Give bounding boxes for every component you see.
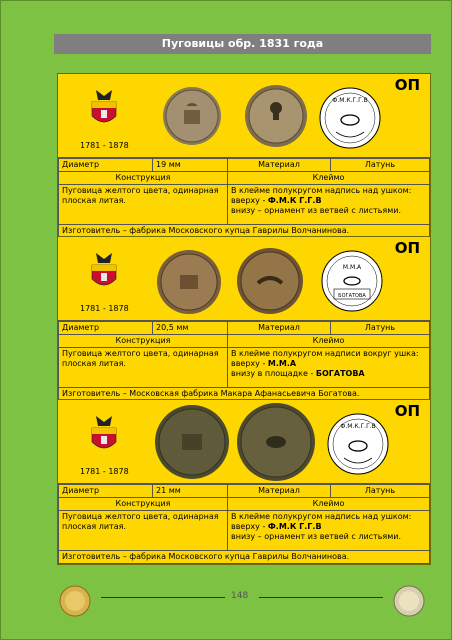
diameter-value: 21 мм xyxy=(153,485,228,498)
stamp-description: В клейме полукругом надпись над ушком: вверху - Ф.М.К Г.Г.В внизу – орнамент из ветвей с листьями. xyxy=(228,185,430,225)
diameter-label: Диаметр xyxy=(59,159,153,172)
button-front-photo xyxy=(156,249,222,315)
spec-table xyxy=(58,158,430,238)
stamp-mark: Ф.М.К Г.Г.В xyxy=(267,196,322,205)
page-number: 148 xyxy=(231,591,249,601)
button-card-3 xyxy=(57,399,431,565)
op-badge: ОП xyxy=(394,76,420,94)
material-value: Латунь xyxy=(331,159,430,172)
svg-text:Ф.М.К.Г.Г.В: Ф.М.К.Г.Г.В xyxy=(332,97,368,104)
button-back-photo xyxy=(244,84,308,148)
stamp-drawing xyxy=(326,412,390,476)
years: 1781 - 1878 xyxy=(80,467,129,476)
construction-header: Конструкция xyxy=(59,172,228,185)
construction-header: Конструкция xyxy=(59,335,228,348)
stamp-drawing xyxy=(320,249,384,313)
construction-text: Пуговица желтого цвета, одинарная плоская литая. xyxy=(59,185,228,225)
manufacturer: Изготовитель – Московская фабрика Макара Афанасьевича Богатова. xyxy=(59,388,430,401)
stamp-drawing xyxy=(318,86,382,150)
op-badge: ОП xyxy=(394,402,420,420)
gold-button-icon xyxy=(59,585,91,617)
construction-header: Конструкция xyxy=(59,498,228,511)
construction-text: Пуговица желтого цвета, одинарная плоская литая. xyxy=(59,511,228,551)
op-badge: ОП xyxy=(394,239,420,257)
image-row xyxy=(58,237,430,321)
button-card-1 xyxy=(57,73,431,239)
diameter-value: 20,5 мм xyxy=(153,322,228,335)
image-row xyxy=(58,74,430,158)
diameter-value: 19 мм xyxy=(153,159,228,172)
diameter-label: Диаметр xyxy=(59,322,153,335)
material-label: Материал xyxy=(228,159,331,172)
page-title: Пуговицы обр. 1831 года xyxy=(54,34,431,54)
spec-table xyxy=(58,484,430,564)
button-front-photo xyxy=(162,86,222,146)
stamp-header: Клеймо xyxy=(228,335,430,348)
stamp-header: Клеймо xyxy=(228,498,430,511)
button-back-photo xyxy=(236,402,316,482)
footer-rule-left xyxy=(101,597,225,598)
button-card-2 xyxy=(57,236,431,402)
silver-button-icon xyxy=(393,585,425,617)
svg-text:М.М.А: М.М.А xyxy=(342,264,362,271)
coat-of-arms-icon xyxy=(88,251,120,291)
years: 1781 - 1878 xyxy=(80,141,129,150)
material-label: Материал xyxy=(228,485,331,498)
material-value: Латунь xyxy=(331,322,430,335)
footer-rule-right xyxy=(259,597,383,598)
stamp-description: В клейме полукругом надписи вокруг ушка: вверху - М.М.А внизу в площадке - БОГАТОВА xyxy=(228,348,430,388)
coat-of-arms-icon xyxy=(88,414,120,454)
spec-table xyxy=(58,321,430,401)
image-row xyxy=(58,400,430,484)
diameter-label: Диаметр xyxy=(59,485,153,498)
button-front-photo xyxy=(154,404,230,480)
stamp-mark: Ф.М.К Г.Г.В xyxy=(267,522,322,531)
button-back-photo xyxy=(236,247,304,315)
stamp-mark: М.М.А xyxy=(267,359,297,368)
svg-text:Ф.М.К.Г.Г.В: Ф.М.К.Г.Г.В xyxy=(340,423,376,430)
svg-text:БОГАТОВА: БОГАТОВА xyxy=(338,293,366,299)
stamp-header: Клеймо xyxy=(228,172,430,185)
manufacturer: Изготовитель – фабрика Московского купца Гаврилы Волчанинова. xyxy=(59,225,430,238)
stamp-mark-2: БОГАТОВА xyxy=(315,369,365,378)
coat-of-arms-icon xyxy=(88,88,120,128)
years: 1781 - 1878 xyxy=(80,304,129,313)
manufacturer: Изготовитель – фабрика Московского купца Гаврилы Волчанинова. xyxy=(59,551,430,564)
construction-text: Пуговица желтого цвета, одинарная плоская литая. xyxy=(59,348,228,388)
stamp-description: В клейме полукругом надпись над ушком: вверху - Ф.М.К Г.Г.В внизу – орнамент из ветвей с листьями. xyxy=(228,511,430,551)
material-value: Латунь xyxy=(331,485,430,498)
material-label: Материал xyxy=(228,322,331,335)
